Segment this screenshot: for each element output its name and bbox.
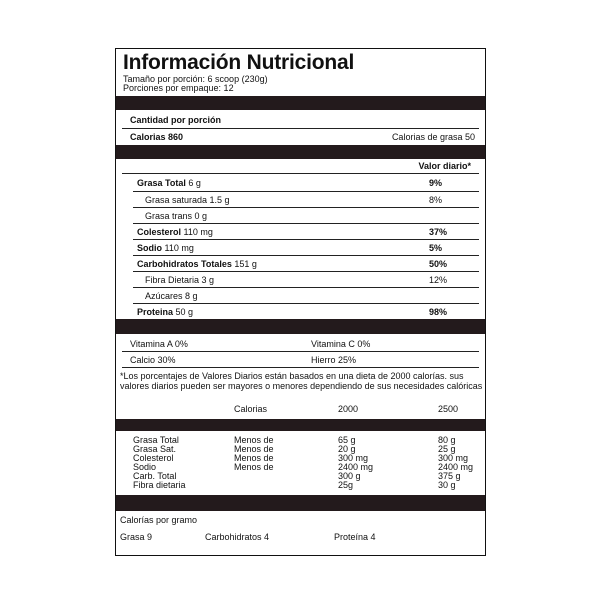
ref-2500: 300 mg [438,453,469,463]
daily-value-header: Valor diario* [418,161,471,171]
divider-bar [116,145,485,159]
ref-header-2000: 2000 [338,404,359,414]
divider-line [122,173,479,174]
ref-2500: 30 g [438,480,456,490]
nutrient-amount: 110 mg [164,243,194,253]
nutrient-dv: 12% [429,275,448,285]
servings-per-container: Porciones por empaque: 12 [123,83,234,93]
calories-per-gram-protein: Proteína 4 [334,532,376,542]
divider-line [122,351,479,352]
divider-line [133,207,479,208]
calories-per-gram-title: Calorías por gramo [120,515,198,525]
vitamin-c: Vitamina C 0% [311,339,371,349]
ref-2000: 300 g [338,471,361,481]
nutrient-name: Grasa Total [137,178,186,188]
divider-line [122,128,479,129]
ref-header-calories: Calorias [234,404,268,414]
nutrient-amount: 151 g [234,259,257,269]
serving-size: Tamaño por porción: 6 scoop (230g) [123,74,268,84]
ref-2000: 2400 mg [338,462,374,472]
ref-qualifier: Menos de [234,444,274,454]
amount-per-serving: Cantidad por porción [130,115,221,125]
nutrient-name: Grasa saturada 1.5 g [145,195,230,205]
ref-nutrient: Carb. Total [133,471,177,481]
footnote-line: *Los porcentajes de Valores Diarios están basados en una dieta de 2000 calorías. sus [120,371,464,381]
ref-qualifier: Menos de [234,453,274,463]
ref-2500: 2400 mg [438,462,474,472]
ref-nutrient: Sodio [133,462,157,472]
calories-per-gram-carbs: Carbohidratos 4 [205,532,270,542]
nutrient-dv: 5% [429,243,443,253]
calcium: Calcio 30% [130,355,176,365]
ref-2000: 65 g [338,435,356,445]
divider-bar [116,495,485,511]
ref-qualifier: Menos de [234,435,274,445]
ref-nutrient: Grasa Sat. [133,444,177,454]
nutrient-amount: 50 g [175,307,194,317]
ref-nutrient: Grasa Total [133,435,179,445]
divider-line [133,287,479,288]
calories-from-fat: Calorias de grasa 50 [391,132,475,142]
ref-header-2500: 2500 [438,404,459,414]
ref-2000: 25g [338,480,354,490]
ref-2500: 375 g [438,471,461,481]
divider-bar [116,419,485,431]
ref-2500: 80 g [438,435,456,445]
nutrient-name: Fibra Dietaria 3 g [145,275,215,285]
nutrient-name: Grasa trans 0 g [145,211,208,221]
divider-line [133,191,479,192]
nutrition-label [115,48,486,556]
divider-bar [116,319,485,334]
divider-bar [116,96,485,110]
nutrient-dv: 8% [429,195,443,205]
ref-qualifier: Menos de [234,462,274,472]
nutrient-dv: 9% [429,178,443,188]
nutrient-dv: 37% [429,227,448,237]
divider-line [133,303,479,304]
divider-line [133,239,479,240]
nutrient-name: Azúcares 8 g [145,291,198,301]
divider-line [122,367,479,368]
ref-nutrient: Fibra dietaria [133,480,186,490]
ref-2000: 20 g [338,444,356,454]
iron: Hierro 25% [311,355,357,365]
nutrient-name: Carbohidratos Totales [137,259,232,269]
nutrient-name: Proteina [137,307,174,317]
nutrient-amount: 6 g [188,178,201,188]
ref-nutrient: Colesterol [133,453,174,463]
label-title: Información Nutricional [123,51,355,74]
nutrient-dv: 98% [429,307,448,317]
divider-line [133,223,479,224]
footnote-line: valores diarios pueden ser mayores o menores dependiendo de sus necesidades calóricas [120,381,483,391]
nutrient-amount: 110 mg [183,227,213,237]
nutrient-dv: 50% [429,259,448,269]
divider-line [133,271,479,272]
ref-2000: 300 mg [338,453,369,463]
vitamin-a: Vitamina A 0% [130,339,188,349]
calories-per-gram-fat: Grasa 9 [120,532,153,542]
ref-2500: 25 g [438,444,456,454]
divider-line [133,255,479,256]
nutrient-name: Sodio [137,243,162,253]
nutrient-name: Colesterol [137,227,182,237]
calories-label: Calorias 860 [130,132,184,142]
